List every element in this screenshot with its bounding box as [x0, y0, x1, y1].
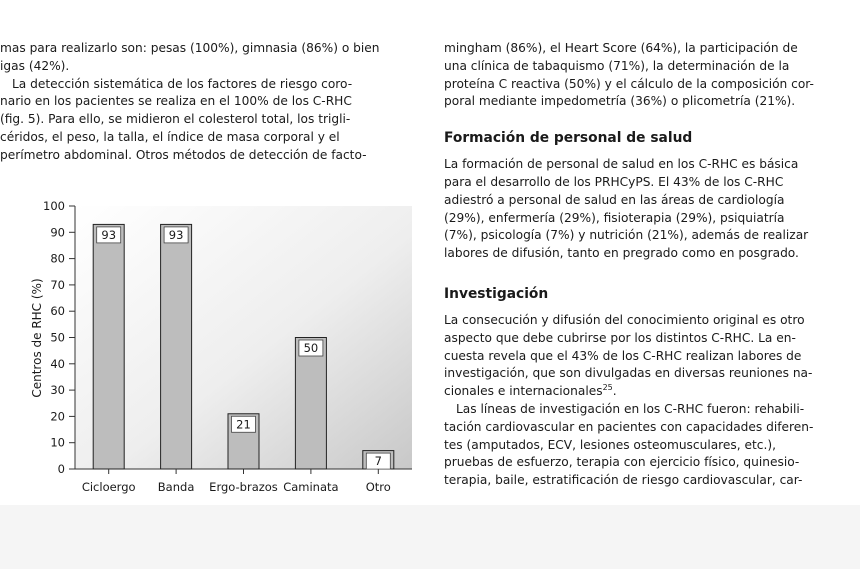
text-line: investigación, que son divulgadas en diversas reuniones na- [444, 366, 813, 381]
value-label: 93 [168, 227, 184, 242]
y-tick-label: 80 [50, 251, 65, 266]
text-line: La consecución y difusión del conocimiento original es otro [444, 312, 805, 327]
y-tick-label: 10 [50, 435, 65, 450]
text-line: igas (42%). [0, 58, 70, 73]
text-line: La detección sistemática de los factores de riesgo coro- [12, 76, 353, 91]
y-tick-label: 30 [50, 383, 65, 398]
y-tick-label: 40 [50, 356, 65, 371]
text-fragment: . [612, 384, 617, 399]
bar-chart [0, 188, 420, 505]
y-tick-label: 0 [57, 462, 65, 476]
section-heading-formacion: Formación de personal de salud [444, 130, 693, 147]
bar [93, 224, 124, 469]
text-line: proteína C reactiva (50%) y el cálculo de la composición cor- [444, 76, 814, 91]
section-heading-investigacion: Investigación [444, 285, 549, 302]
bar [161, 224, 192, 469]
text-line: terapia, baile, estratificación de riesgo cardiovascular, car- [444, 473, 803, 488]
text-line: pruebas de esfuerzo, terapia con ejercicio físico, quinesio- [444, 455, 800, 470]
y-tick-label: 90 [50, 225, 65, 240]
text-line: adiestró a personal de salud en las áreas de cardiología [444, 192, 785, 207]
bar [295, 338, 326, 470]
text-line: una clínica de tabaquismo (71%), la determinación de la [444, 58, 790, 73]
y-axis-label: Centros de RHC (%) [30, 278, 44, 398]
text-line: (29%), enfermería (29%), fisioterapia (29%), psiquiatría [444, 210, 785, 225]
text-line: mas para realizarlo son: pesas (100%), gimnasia (86%) o bien [0, 41, 380, 55]
x-tick-label: Cicloergo [81, 480, 136, 494]
text-line: (fig. 5). Para ello, se midieron el colesterol total, los trigli- [0, 112, 351, 127]
value-label: 21 [236, 417, 251, 432]
text-line: tación cardiovascular en pacientes con capacidades diferen- [444, 419, 814, 434]
value-label: 50 [303, 341, 319, 355]
y-tick-label: 50 [50, 330, 65, 345]
text-line [444, 383, 860, 401]
y-tick-label: 20 [50, 409, 65, 424]
right-column [444, 0, 860, 505]
text-line: perímetro abdominal. Otros métodos de detección de facto- [0, 147, 367, 162]
x-tick-label: Otro [365, 480, 391, 494]
y-tick-label: 70 [50, 277, 65, 292]
text-line: tes (amputados, ECV, lesiones osteomusculares, etc.), [444, 437, 776, 452]
value-label: 7 [374, 454, 382, 469]
text-line: poral mediante impedometría (36%) o plicometría (21%). [444, 94, 796, 109]
reference-number: 25 [602, 383, 613, 393]
text-line: nario en los pacientes se realiza en el 100% de los C-RHC [0, 94, 352, 109]
text-line: (7%), psicología (7%) y nutrición (21%), además de realizar [444, 228, 809, 243]
text-line: aspecto que debe cubrirse por los distintos C-RHC. La en- [444, 330, 796, 345]
text-line: La formación de personal de salud en los C-RHC es básica [444, 157, 799, 172]
value-label: 93 [101, 227, 117, 242]
text-line: para el desarrollo de los PRHCyPS. El 43% de los C-RHC [444, 174, 784, 189]
y-tick-label: 100 [43, 199, 65, 213]
x-tick-label: Caminata [283, 480, 339, 494]
text-line: cuesta revela que el 43% de los C-RHC realizan labores de [444, 348, 802, 363]
left-column [0, 0, 420, 175]
text-line: céridos, el peso, la talla, el índice de masa corporal y el [0, 129, 340, 144]
y-tick-label: 60 [50, 304, 65, 319]
x-tick-label: Banda [157, 480, 195, 494]
text-line: mingham (86%), el Heart Score (64%), la participación de [444, 41, 798, 55]
x-tick-label: Ergo-brazos [209, 480, 278, 494]
text-fragment: cionales e internacionales [444, 384, 603, 399]
text-line: Las líneas de investigación en los C-RHC fueron: rehabili- [456, 401, 805, 416]
text-line: labores de difusión, tanto en pregrado como en posgrado. [444, 246, 799, 261]
